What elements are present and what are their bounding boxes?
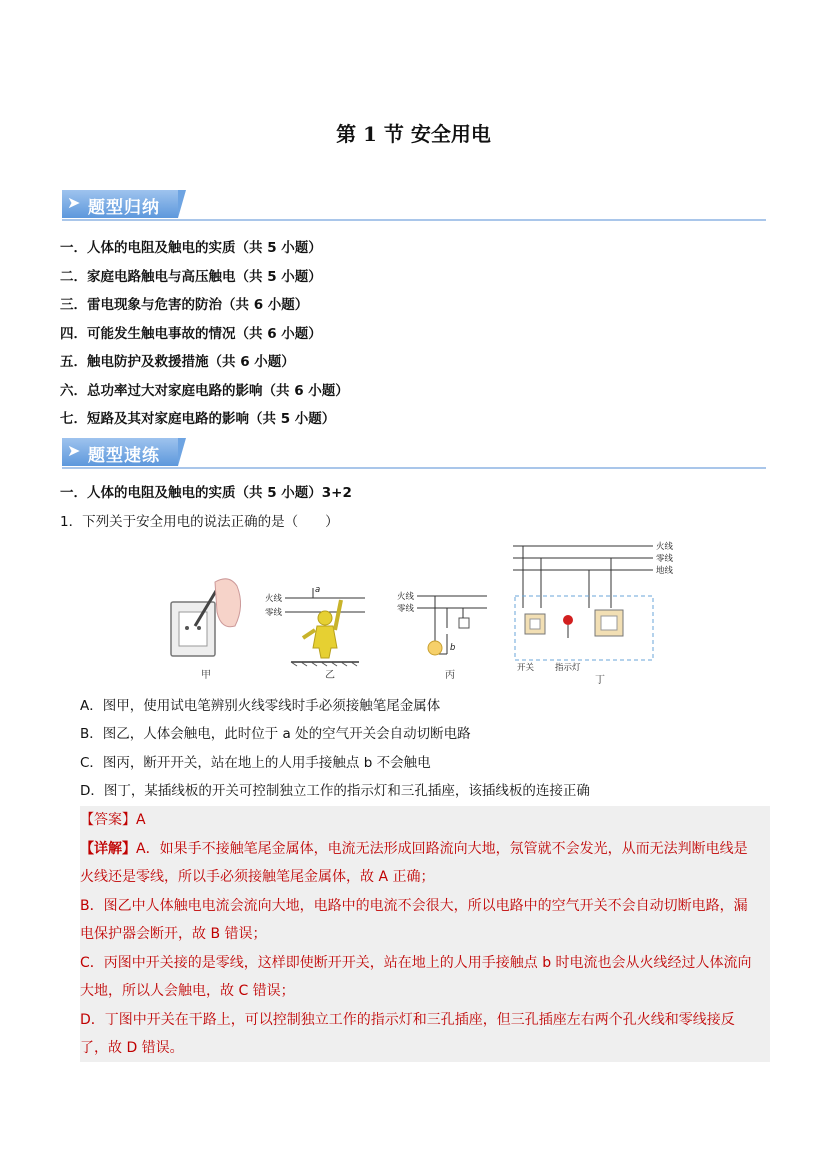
answer-line: A．如果手不接触笔尾金属体，电流无法形成回路流向大地，氖管就不会发光，从而无法判断电线是 xyxy=(136,840,748,857)
section-banner-summary xyxy=(62,190,766,220)
wire-label: 地线 xyxy=(656,566,674,576)
detail-label: 【详解】 xyxy=(80,840,136,857)
caption: 丁 xyxy=(595,675,605,686)
divider xyxy=(62,467,766,469)
answer-box xyxy=(80,806,770,1062)
question-text: 1．下列关于安全用电的说法正确的是（ ） xyxy=(60,514,339,530)
banner-label: 题型归纳 xyxy=(88,198,160,218)
arrow-icon: ➤ xyxy=(67,193,81,212)
section-banner-practice xyxy=(62,438,766,468)
banner-label: 题型速练 xyxy=(88,446,160,466)
divider xyxy=(62,219,766,221)
answer-line: C．丙图中开关接的是零线，这样即使断开开关，站在地上的人用手接触点 b 时电流也会从火线经过人体流向 xyxy=(80,954,752,971)
answer-line: 大地，所以人会触电，故 C 错误； xyxy=(80,983,295,999)
arrow-icon: ➤ xyxy=(67,441,81,460)
wire-label: 零线 xyxy=(265,608,283,618)
caption: 丙 xyxy=(445,670,455,681)
wire-label: 零线 xyxy=(397,604,415,614)
component-label: 指示灯 xyxy=(555,663,581,673)
topic-item: 四．可能发生触电事故的情况（共 6 小题） xyxy=(60,325,322,342)
answer-line: B．图乙中人体触电电流会流向大地，电路中的电流不会很大，所以电路中的空气开关不会自动切断电路，漏 xyxy=(80,897,748,914)
topic-item: 一．人体的电阻及触电的实质（共 5 小题） xyxy=(60,240,322,256)
figure-jia xyxy=(171,579,241,681)
answer-label: 【答案】A xyxy=(80,812,146,828)
answer-line: D．丁图中开关在干路上，可以控制独立工作的指示灯和三孔插座，但三孔插座左右两个孔火线和零线接反 xyxy=(80,1011,735,1028)
topic-item: 五．触电防护及救援措施（共 6 小题） xyxy=(60,354,295,370)
caption: 甲 xyxy=(201,670,211,681)
topic-item: 二．家庭电路触电与高压触电（共 5 小题） xyxy=(60,268,322,285)
figure-ding xyxy=(513,541,674,686)
topic-item: 七．短路及其对家庭电路的影响（共 5 小题） xyxy=(60,411,336,427)
wire-label: 火线 xyxy=(265,594,283,604)
option-c: C．图丙，断开开关，站在地上的人用手接触点 b 不会触电 xyxy=(80,755,431,771)
point-label: a xyxy=(315,585,321,595)
point-label: b xyxy=(450,643,456,653)
wire-label: 火线 xyxy=(397,592,415,602)
figure-bing xyxy=(397,591,487,681)
option-a: A．图甲，使用试电笔辨别火线零线时手必须接触笔尾金属体 xyxy=(80,698,441,714)
topic-list xyxy=(60,234,349,434)
question-figure xyxy=(165,538,674,688)
section-heading: 一．人体的电阻及触电的实质（共 5 小题）3+2 xyxy=(60,485,352,501)
caption: 乙 xyxy=(325,670,335,681)
option-b: B．图乙，人体会触电，此时位于 a 处的空气开关会自动切断电路 xyxy=(80,726,471,742)
answer-line: 电保护器会断开，故 B 错误； xyxy=(80,926,267,942)
answer-line: 了，故 D 错误。 xyxy=(80,1040,184,1056)
page-title: 第 1 节 安全用电 xyxy=(336,122,491,146)
figure-yi xyxy=(265,585,365,681)
topic-item: 六．总功率过大对家庭电路的影响（共 6 小题） xyxy=(60,382,349,399)
answer-line: 火线还是零线，所以手必须接触笔尾金属体，故 A 正确； xyxy=(80,869,435,885)
option-d: D．图丁，某插线板的开关可控制独立工作的指示灯和三孔插座，该插线板的连接正确 xyxy=(80,783,590,799)
component-label: 开关 xyxy=(517,663,535,673)
wire-label: 零线 xyxy=(656,554,674,564)
wire-label: 火线 xyxy=(656,542,674,552)
topic-item: 三．雷电现象与危害的防治（共 6 小题） xyxy=(60,297,309,313)
